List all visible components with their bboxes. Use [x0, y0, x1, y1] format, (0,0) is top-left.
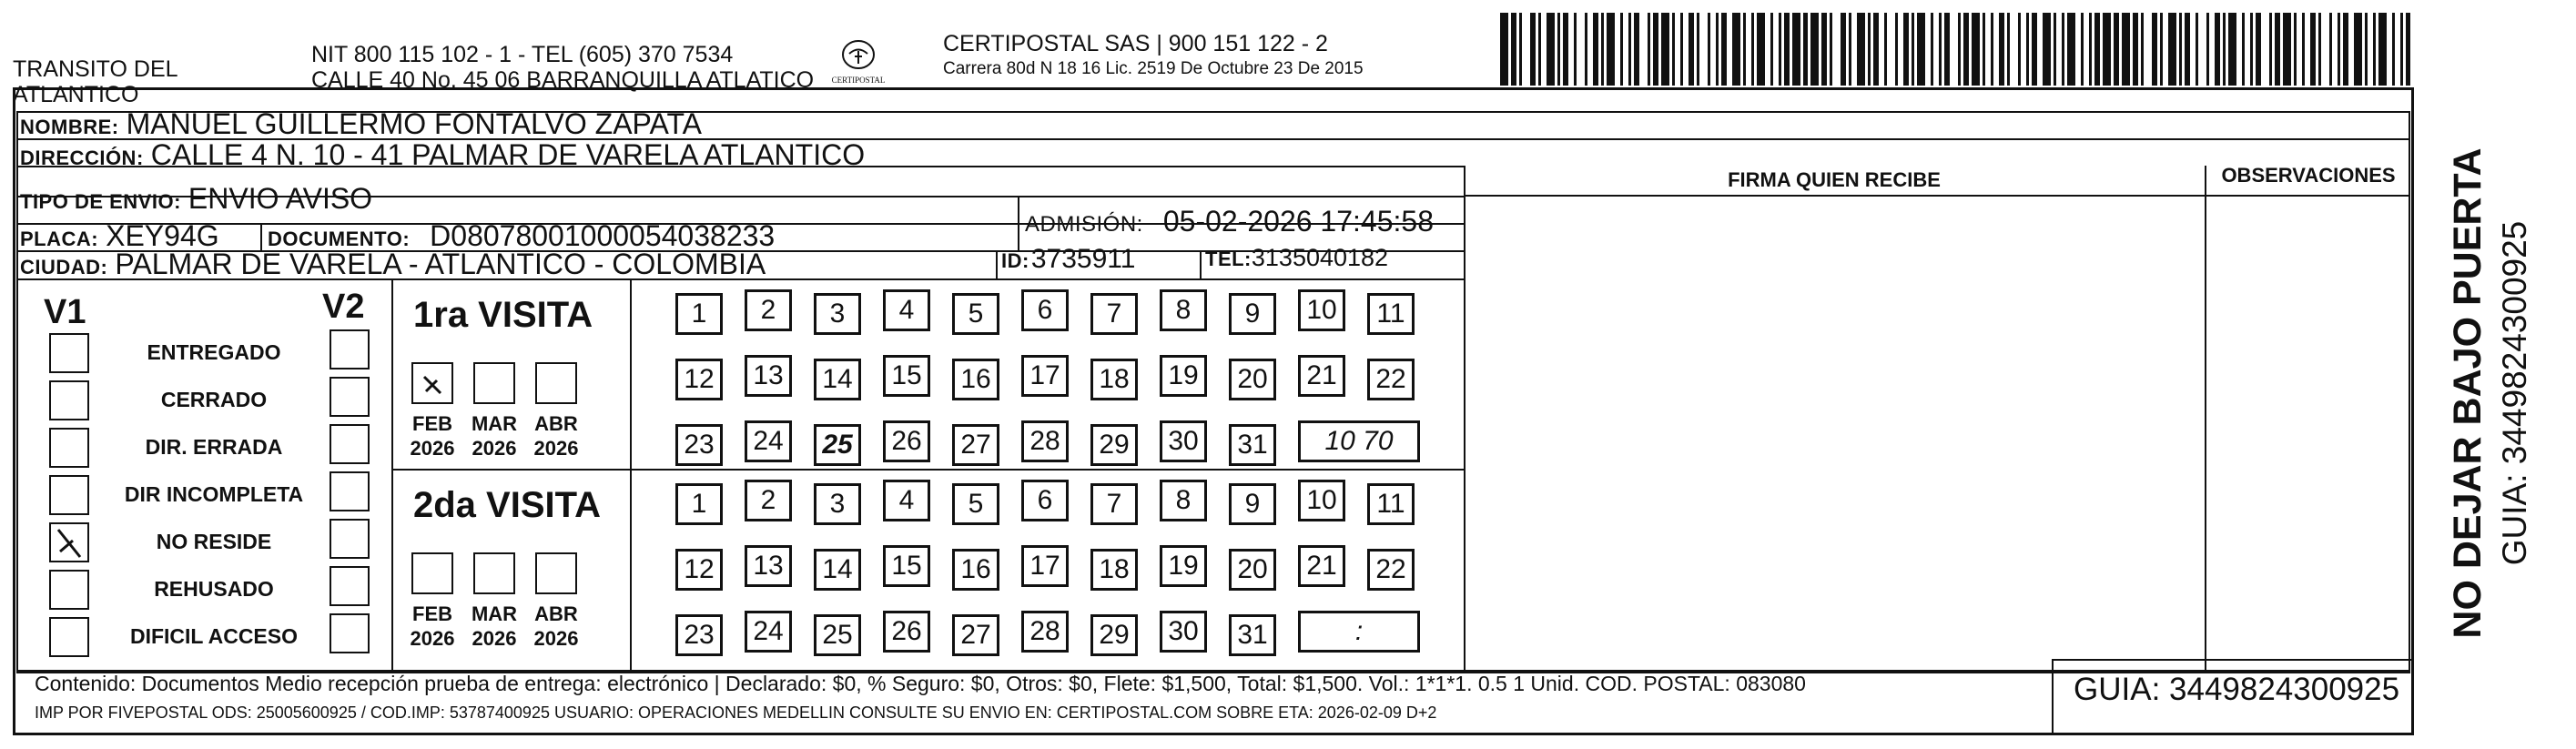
- side-guia: GUIA: 3449824300925: [2496, 220, 2533, 566]
- day-box[interactable]: 11: [1367, 483, 1415, 525]
- observaciones-left-border: [2205, 166, 2206, 672]
- barcode-bar: [2354, 13, 2362, 86]
- day-box[interactable]: 26: [883, 420, 930, 462]
- month-label: [461, 602, 528, 651]
- barcode-bar: [1950, 13, 1958, 86]
- month-year: 2026: [410, 437, 455, 460]
- admision-value: 05-02-2026 17:45:58: [1162, 205, 1434, 238]
- firma-left-border: [1464, 166, 1465, 672]
- day-box[interactable]: 10: [1298, 289, 1345, 331]
- barcode-bar: [2406, 13, 2411, 86]
- day-box[interactable]: 7: [1090, 483, 1138, 525]
- v2-checkbox[interactable]: [330, 329, 370, 369]
- cell-divider: [1018, 196, 1019, 250]
- sender-info: [311, 42, 814, 93]
- barcode-bar: [1810, 13, 1819, 86]
- barcode-bar: [2168, 13, 2176, 86]
- visit-title: 1ra VISITA: [413, 295, 593, 335]
- tel-cell: [1205, 244, 1388, 272]
- day-box[interactable]: 24: [745, 420, 792, 462]
- check-mark-icon: [413, 364, 451, 402]
- month-label: [522, 602, 590, 651]
- visit-divider: [391, 469, 1464, 471]
- day-box[interactable]: 25: [814, 424, 861, 466]
- nombre-row: [20, 107, 702, 141]
- day-box[interactable]: 16: [952, 359, 999, 400]
- carrier-info: [943, 31, 1364, 82]
- month-label: [399, 411, 466, 461]
- barcode-bar: [2378, 13, 2387, 86]
- day-box[interactable]: 18: [1090, 549, 1138, 591]
- day-box[interactable]: 29: [1090, 614, 1138, 656]
- v2-checkbox[interactable]: [330, 424, 370, 464]
- sender-line-2: ATLANTICO: [13, 82, 139, 107]
- v1-header: V1: [44, 293, 86, 331]
- barcode-bar: [2228, 13, 2236, 86]
- ciudad-value: PALMAR DE VARELA - ATLANTICO - COLOMBIA: [115, 248, 766, 280]
- footer-guia-top: [2052, 659, 2414, 661]
- check-mark-icon: [51, 524, 87, 561]
- firma-area[interactable]: [1467, 197, 2201, 670]
- id-label: ID:: [1001, 249, 1029, 272]
- footer-impresion: IMP POR FIVEPOSTAL ODS: 25005600925 / COD.IMP: 53787400925 USUARIO: OPERACIONES MEDELLIN CONSULTE SU ENVIO EN: CERTIPOSTAL.COM SOBRE ETA: 2026-02-09 D+2: [35, 703, 1437, 722]
- barcode-bar: [1887, 13, 1895, 86]
- month-checkbox[interactable]: [411, 362, 453, 404]
- v1-checkbox[interactable]: [49, 475, 89, 515]
- day-box[interactable]: 8: [1160, 289, 1207, 331]
- carrier-line: CERTIPOSTAL SAS | 900 151 122 - 2: [943, 31, 1328, 56]
- month-label: [399, 602, 466, 651]
- month-year: 2026: [533, 627, 579, 650]
- day-box[interactable]: 21: [1298, 545, 1345, 587]
- placa-label: PLACA:: [20, 228, 99, 250]
- footer-guia: GUIA: 3449824300925: [2074, 672, 2400, 707]
- month-label: [461, 411, 528, 461]
- v1-checkbox[interactable]: [49, 333, 89, 373]
- month-label: [522, 411, 590, 461]
- day-box[interactable]: 19: [1160, 355, 1207, 397]
- day-box[interactable]: 27: [952, 614, 999, 656]
- day-box[interactable]: 21: [1298, 355, 1345, 397]
- month-checkbox[interactable]: [411, 552, 453, 594]
- day-box[interactable]: 9: [1229, 483, 1276, 525]
- barcode-bar: [2261, 13, 2269, 86]
- barcode-bar: [1661, 13, 1669, 86]
- cell-divider: [1200, 250, 1202, 278]
- months-right-border: [630, 278, 632, 672]
- carrier-logo-text: CERTIPOSTAL: [831, 76, 886, 85]
- tipo-envio-row: [20, 182, 372, 216]
- documento-label: DOCUMENTO:: [268, 228, 411, 250]
- v1-checkbox[interactable]: [49, 522, 89, 562]
- barcode-bar: [2198, 13, 2206, 86]
- cell-divider: [260, 223, 262, 250]
- day-box[interactable]: 27: [952, 424, 999, 466]
- barcode-bar: [2010, 13, 2018, 86]
- status-label: CERRADO: [160, 388, 268, 411]
- day-box[interactable]: 23: [675, 424, 723, 466]
- status-label: DIR. ERRADA: [145, 435, 283, 459]
- barcode-bar: [1577, 13, 1585, 86]
- month-checkbox[interactable]: [473, 362, 515, 404]
- tipo-envio-value: ENVIO AVISO: [188, 182, 373, 215]
- barcode: [1500, 13, 2410, 86]
- day-box[interactable]: 11: [1367, 293, 1415, 335]
- visit-title: 2da VISITA: [413, 485, 601, 525]
- day-box[interactable]: 31: [1229, 614, 1276, 656]
- day-box[interactable]: 4: [883, 289, 930, 331]
- barcode-bar: [1832, 13, 1841, 86]
- day-box[interactable]: 14: [814, 359, 861, 400]
- day-box[interactable]: 22: [1367, 549, 1415, 591]
- day-box[interactable]: 4: [883, 480, 930, 521]
- month-name: ABR: [534, 602, 578, 625]
- v2-checkbox[interactable]: [330, 566, 370, 606]
- month-checkbox[interactable]: [535, 362, 577, 404]
- barcode-bar: [2283, 13, 2291, 86]
- month-year: 2026: [410, 627, 455, 650]
- month-name: FEB: [412, 412, 452, 435]
- observaciones-header: OBSERVACIONES: [2221, 164, 2396, 187]
- barcode-bar: [1500, 13, 1508, 86]
- barcode-bar: [1639, 13, 1648, 86]
- day-box[interactable]: 12: [675, 549, 723, 591]
- v2-checkbox[interactable]: [330, 613, 370, 653]
- direccion-row: [20, 138, 865, 172]
- barcode-bar: [2321, 13, 2329, 86]
- tel-label: TEL:: [1205, 248, 1252, 270]
- day-box[interactable]: 20: [1229, 549, 1276, 591]
- id-value: 3735911: [1030, 244, 1136, 274]
- admision-cell: [1025, 205, 1434, 238]
- status-right-border: [391, 278, 393, 672]
- v1-checkbox[interactable]: [49, 428, 89, 468]
- barcode-bar: [1792, 13, 1800, 86]
- tel-value: 3135040182: [1251, 244, 1389, 271]
- v2-header: V2: [322, 288, 365, 326]
- day-box[interactable]: 1: [675, 483, 723, 525]
- barcode-bar: [1917, 13, 1925, 86]
- day-box[interactable]: 13: [745, 355, 792, 397]
- admision-label: ADMISIÓN:: [1025, 212, 1143, 237]
- barcode-bar: [2067, 13, 2075, 86]
- barcode-bar: [2144, 13, 2152, 86]
- day-box[interactable]: 5: [952, 293, 999, 335]
- documento-value: D08078001000054038233: [430, 219, 776, 252]
- nombre-value: MANUEL GUILLERMO FONTALVO ZAPATA: [126, 107, 702, 140]
- id-cell: [1001, 244, 1135, 275]
- day-box[interactable]: 20: [1229, 359, 1276, 400]
- v2-checkbox[interactable]: [330, 471, 370, 511]
- status-label: DIR INCOMPLETA: [124, 482, 304, 506]
- day-box[interactable]: 17: [1021, 355, 1069, 397]
- side-warning: NO DEJAR BAJO PUERTA: [2446, 147, 2490, 639]
- day-box[interactable]: 26: [883, 611, 930, 653]
- month-name: FEB: [412, 602, 452, 625]
- month-year: 2026: [472, 627, 517, 650]
- day-box[interactable]: 12: [675, 359, 723, 400]
- footer-guia-border: [2052, 659, 2054, 735]
- observaciones-area[interactable]: [2208, 197, 2407, 670]
- v1-checkbox[interactable]: [49, 570, 89, 610]
- status-label: NO RESIDE: [156, 530, 272, 553]
- sender-line-1: TRANSITO DEL: [13, 56, 178, 82]
- day-box[interactable]: 3: [814, 293, 861, 335]
- day-box[interactable]: 1: [675, 293, 723, 335]
- day-box[interactable]: 2: [745, 289, 792, 331]
- day-box[interactable]: 14: [814, 549, 861, 591]
- month-name: MAR: [471, 602, 518, 625]
- day-box[interactable]: 2: [745, 480, 792, 521]
- v2-checkbox[interactable]: [330, 377, 370, 417]
- day-box[interactable]: 10: [1298, 480, 1345, 521]
- barcode-bar: [2103, 13, 2111, 86]
- carrier-logo-icon: [840, 38, 877, 71]
- barcode-bar: [1857, 13, 1865, 86]
- sender-nit: NIT 800 115 102 - 1 - TEL (605) 370 7534: [311, 42, 734, 67]
- day-box[interactable]: 23: [675, 614, 723, 656]
- month-checkbox[interactable]: [473, 552, 515, 594]
- day-box[interactable]: 30: [1160, 420, 1207, 462]
- placa-value: XEY94G: [106, 219, 219, 252]
- tipo-envio-label: TIPO DE ENVIO:: [20, 190, 181, 213]
- barcode-bar: [1699, 13, 1708, 86]
- day-box[interactable]: 9: [1229, 293, 1276, 335]
- barcode-bar: [1522, 13, 1530, 86]
- day-box[interactable]: 6: [1021, 480, 1069, 521]
- day-box[interactable]: 16: [952, 549, 999, 591]
- month-year: 2026: [533, 437, 579, 460]
- ciudad-label: CIUDAD:: [20, 256, 108, 278]
- ciudad-cell: [20, 248, 766, 281]
- barcode-bar: [2122, 13, 2130, 86]
- day-box[interactable]: 7: [1090, 293, 1138, 335]
- time-box[interactable]: :: [1298, 611, 1420, 653]
- status-label: REHUSADO: [154, 577, 274, 601]
- day-box[interactable]: 18: [1090, 359, 1138, 400]
- barcode-bar: [2043, 13, 2051, 86]
- direccion-label: DIRECCIÓN:: [20, 147, 144, 169]
- month-checkbox[interactable]: [535, 552, 577, 594]
- day-box[interactable]: 24: [745, 611, 792, 653]
- v1-checkbox[interactable]: [49, 617, 89, 657]
- carrier-logo: [827, 38, 890, 85]
- day-box[interactable]: 8: [1160, 480, 1207, 521]
- barcode-bar: [1757, 13, 1765, 86]
- status-label: DIFICIL ACCESO: [129, 624, 298, 648]
- day-box[interactable]: 6: [1021, 289, 1069, 331]
- barcode-bar: [1607, 13, 1615, 86]
- day-box[interactable]: 17: [1021, 545, 1069, 587]
- day-box[interactable]: 28: [1021, 611, 1069, 653]
- barcode-bar: [1972, 13, 1980, 86]
- day-box[interactable]: 29: [1090, 424, 1138, 466]
- nombre-label: NOMBRE:: [20, 116, 119, 138]
- month-year: 2026: [472, 437, 517, 460]
- day-box[interactable]: 28: [1021, 420, 1069, 462]
- day-box[interactable]: 15: [883, 545, 930, 587]
- footer-contenido: Contenido: Documentos Medio recepción prueba de entrega: electrónico | Declarado: $0, % Seguro: $0, Otros: $0, Flete: $1,500, Total: $1,500. Vol.: 1*1*1. 0.5 1 Unid. COD. POSTAL: 083080: [35, 672, 1806, 695]
- day-box[interactable]: 19: [1160, 545, 1207, 587]
- day-box[interactable]: 22: [1367, 359, 1415, 400]
- time-box[interactable]: 10 70: [1298, 420, 1420, 462]
- day-box[interactable]: 13: [745, 545, 792, 587]
- day-box[interactable]: 15: [883, 355, 930, 397]
- day-box[interactable]: 3: [814, 483, 861, 525]
- day-box[interactable]: 30: [1160, 611, 1207, 653]
- barcode-bar: [1732, 13, 1740, 86]
- day-box[interactable]: 5: [952, 483, 999, 525]
- v2-checkbox[interactable]: [330, 519, 370, 559]
- month-name: MAR: [471, 412, 518, 435]
- cell-divider: [996, 250, 998, 278]
- v1-checkbox[interactable]: [49, 380, 89, 420]
- sender-address: CALLE 40 No. 45 06 BARRANQUILLA ATLATICO: [311, 67, 815, 93]
- status-label: ENTREGADO: [147, 340, 281, 364]
- day-box[interactable]: 25: [814, 614, 861, 656]
- direccion-value: CALLE 4 N. 10 - 41 PALMAR DE VARELA ATLANTICO: [150, 138, 866, 171]
- barcode-bar: [1547, 13, 1555, 86]
- day-box[interactable]: 31: [1229, 424, 1276, 466]
- firma-header: FIRMA QUIEN RECIBE: [1728, 168, 1941, 191]
- carrier-license: Carrera 80d N 18 16 Lic. 2519 De Octubre 23 De 2015: [943, 59, 1364, 78]
- month-name: ABR: [534, 412, 578, 435]
